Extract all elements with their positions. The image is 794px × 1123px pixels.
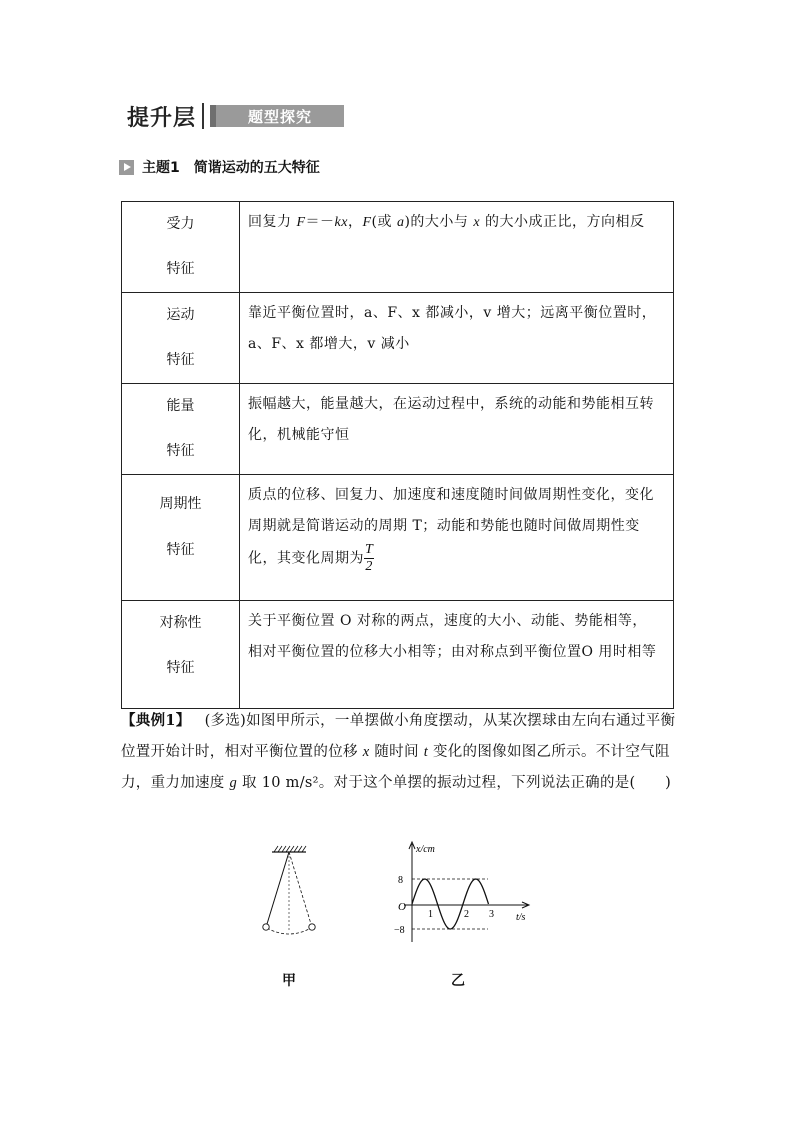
xt-graph xyxy=(388,838,538,948)
row-label: 运动 特征 xyxy=(122,293,240,384)
origin-label: O xyxy=(398,901,406,913)
table-row xyxy=(122,202,674,293)
y-axis-label: x/cm xyxy=(416,844,435,855)
figure-b-caption: 乙 xyxy=(451,973,465,989)
x-tick-3: 3 xyxy=(489,909,494,920)
section-title: 提升层 xyxy=(127,105,197,131)
table-row xyxy=(122,384,674,475)
topic-line xyxy=(119,157,320,177)
row-text: 关于平衡位置 O 对称的两点，速度的大小、动能、势能相等，相对平衡位置的位移大小相等；由对称点到平衡位置O 用时相等 xyxy=(240,601,674,709)
displacement-curve xyxy=(412,879,489,929)
table-row xyxy=(122,293,674,384)
play-triangle-icon xyxy=(119,160,134,175)
row-text: 振幅越大，能量越大，在运动过程中，系统的动能和势能相互转化，机械能守恒 xyxy=(240,384,674,475)
section-header xyxy=(127,100,344,132)
y-tick-neg: −8 xyxy=(394,925,405,936)
x-tick-2: 2 xyxy=(464,909,469,920)
topic-title: 简谐运动的五大特征 xyxy=(193,160,320,176)
topic-label: 主题1 xyxy=(142,160,180,176)
example-paragraph: 【典例1】 (多选)如图甲所示，一单摆做小角度摆动，从某次摆球由左向右通过平衡位置开始计时，相对平衡位置的位移 x 随时间 t 变化的图像如图乙所示。不计空气阻力，重力加速度 g 取 10 m/s²。对于这个单摆的振动过程，下列说法正确的是( ) xyxy=(121,712,676,791)
table-row xyxy=(122,475,674,601)
header-divider xyxy=(202,103,204,129)
x-axis-label: t/s xyxy=(516,912,526,923)
row-label: 能量 特征 xyxy=(122,384,240,475)
table-row xyxy=(122,601,674,709)
section-badge: 题型探究 xyxy=(210,105,344,127)
pendulum-figure xyxy=(250,842,330,942)
row-label: 对称性 特征 xyxy=(122,601,240,709)
row-text: 靠近平衡位置时，a、F、x 都减小，v 增大；远离平衡位置时，a、F、x 都增大，v 减小 xyxy=(240,293,674,384)
figure-a-caption: 甲 xyxy=(282,973,296,989)
row-text: 回复力 F＝－kx，F(或 a)的大小与 x 的大小成正比，方向相反 xyxy=(240,202,674,293)
y-tick-pos: 8 xyxy=(398,875,403,886)
row-text: 质点的位移、回复力、加速度和速度随时间做周期性变化，变化周期就是简谐运动的周期 T；动能和势能也随时间做周期性变化，其变化周期为 $\frac{T}{2}$ xyxy=(240,475,674,601)
fraction-t-over-2: $\frac{T}{2}$ xyxy=(365,542,374,574)
x-tick-1: 1 xyxy=(428,909,433,920)
characteristics-table xyxy=(121,201,674,709)
example-tag: 【典例1】 xyxy=(121,712,191,729)
row-label: 受力 特征 xyxy=(122,202,240,293)
row-label: 周期性 特征 xyxy=(122,475,240,601)
